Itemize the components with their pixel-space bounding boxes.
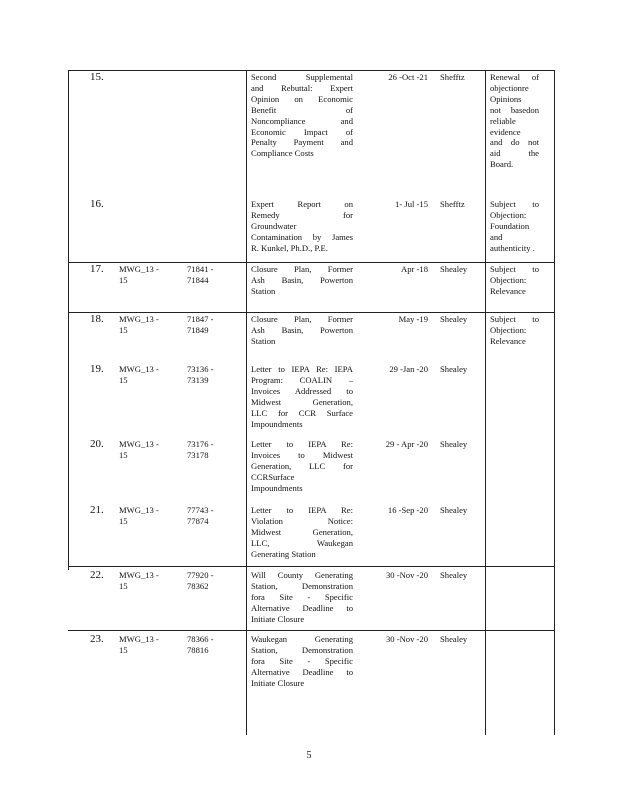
objection-line: Relevance <box>490 285 526 296</box>
row-number: 19. <box>90 363 104 375</box>
description-line: Noncompliance and <box>251 115 353 126</box>
document-prefix: MWG_13 - 15 <box>119 570 159 591</box>
description-line: Station, Demonstration <box>251 644 353 655</box>
bates-range-end: 77874 <box>187 515 209 526</box>
description-line: Alternative Deadline to <box>251 602 353 613</box>
document-prefix: MWG_13 - 15 <box>119 264 159 285</box>
bates-range-end: 73178 <box>187 449 209 460</box>
table-right-border <box>554 70 555 735</box>
objection-left-border <box>485 70 486 735</box>
document-date: 1- Jul -15 <box>395 199 428 209</box>
description-line: Midwest Generation, <box>251 396 353 407</box>
table-left-border <box>68 70 69 570</box>
description-line: LLC, Waukegan <box>251 537 353 548</box>
bates-range-end: 78362 <box>187 580 209 591</box>
description-line: Ash Basin, Powerton <box>251 324 353 335</box>
witness-name: Shefftz <box>440 72 465 82</box>
description-line: Program: COALIN – <box>251 374 353 385</box>
description-line: Remedy for <box>251 209 353 220</box>
description-line: Letter to IEPA Re: IEPA <box>251 364 353 374</box>
description-line: Penalty Payment and <box>251 137 353 148</box>
description-line: Waukegan Generating <box>251 634 353 644</box>
witness-name: Shealey <box>440 505 468 515</box>
page-number: 5 <box>306 750 312 761</box>
objection-line: Foundation <box>490 220 530 231</box>
description-line: Economic Impact of <box>251 126 353 137</box>
description-line: R. Kunkel, Ph.D., P.E. <box>251 242 328 253</box>
description-line: Impoundments <box>251 418 303 429</box>
witness-name: Shefftz <box>440 199 465 209</box>
objection-line: evidence <box>490 126 521 137</box>
objection-line: aid the <box>490 148 539 159</box>
description-line: Opinion on Economic <box>251 93 353 104</box>
document-prefix: MWG_13 - 15 <box>119 505 159 526</box>
bates-range-start: 77743 - <box>187 505 214 515</box>
objection-line: objectionre <box>490 82 529 93</box>
description-line: Contamination by James <box>251 231 353 242</box>
row-number: 16. <box>90 198 104 210</box>
description-line: Second Supplemental <box>251 72 353 82</box>
bates-range-end: 78816 <box>187 644 209 655</box>
description-line: fora Site - Specific <box>251 655 353 666</box>
document-prefix: MWG_13 - 15 <box>119 364 159 385</box>
row-number: 15. <box>90 71 104 83</box>
bates-range-end: 73139 <box>187 374 209 385</box>
witness-name: Shealey <box>440 264 468 274</box>
document-date: 29 - Apr -20 <box>385 439 428 449</box>
objection-line: Objection: <box>490 209 527 220</box>
description-line: Expert Report on <box>251 199 353 209</box>
row-rule <box>68 630 555 631</box>
bates-range-start: 71847 - <box>187 314 214 324</box>
document-date: Apr -18 <box>401 264 428 274</box>
description-line: Invoices to Midwest <box>251 449 353 460</box>
description-line: Generation, LLC for <box>251 460 353 471</box>
description-line: Initiate Closure <box>251 677 305 688</box>
row-number: 20. <box>90 438 104 450</box>
description-line: Closure Plan, Former <box>251 314 353 324</box>
bates-range-start: 78366 - <box>187 634 214 644</box>
row-number: 17. <box>90 263 104 275</box>
description-line: Compliance Costs <box>251 148 314 159</box>
witness-name: Shealey <box>440 439 468 449</box>
description-line: Letter to IEPA Re: <box>251 505 353 515</box>
bates-range-start: 73176 - <box>187 439 214 449</box>
objection-line: Opinions <box>490 93 522 104</box>
description-line: Station, Demonstration <box>251 580 353 591</box>
bates-range-start: 77920 - <box>187 570 214 580</box>
witness-name: Shealey <box>440 634 468 644</box>
row-rule <box>68 262 555 263</box>
description-line: Station <box>251 335 276 346</box>
description-line: CCRSurface <box>251 471 295 482</box>
objection-line: Subject to <box>490 264 539 274</box>
description-line: LLC for CCR Surface <box>251 407 353 418</box>
objection-line: and do not <box>490 137 539 148</box>
document-date: 29 -Jan -20 <box>389 364 428 374</box>
document-prefix: MWG_13 - 15 <box>119 314 159 335</box>
document-prefix: MWG_13 - 15 <box>119 439 159 460</box>
description-line: Closure Plan, Former <box>251 264 353 274</box>
row-rule <box>68 312 555 313</box>
description-line: Violation Notice: <box>251 515 353 526</box>
row-number: 22. <box>90 569 104 581</box>
description-line: Station <box>251 285 276 296</box>
objection-line: Objection: <box>490 274 527 285</box>
objection-line: Relevance <box>490 335 526 346</box>
table-top-rule <box>68 70 555 71</box>
description-line: Midwest Generation, <box>251 526 353 537</box>
document-date: 26 -Oct -21 <box>388 72 428 82</box>
description-left-border <box>246 70 247 735</box>
witness-name: Shealey <box>440 364 468 374</box>
description-line: Letter to IEPA Re: <box>251 439 353 449</box>
objection-line: Subject to <box>490 199 539 209</box>
description-line: Impoundments <box>251 482 303 493</box>
row-number: 23. <box>90 633 104 645</box>
description-line: fora Site - Specific <box>251 591 353 602</box>
objection-line: Renewal of <box>490 72 539 82</box>
bates-range-end: 71849 <box>187 324 209 335</box>
row-number: 18. <box>90 313 104 325</box>
objection-line: Objection: <box>490 324 527 335</box>
description-line: and Rebuttal: Expert <box>251 82 353 93</box>
bates-range-start: 71841 - <box>187 264 214 274</box>
description-line: Benefit of <box>251 104 353 115</box>
bates-range-end: 71844 <box>187 274 209 285</box>
row-rule <box>68 566 555 567</box>
witness-name: Shealey <box>440 314 468 324</box>
document-date: 16 -Sep -20 <box>387 505 428 515</box>
description-line: Groundwater <box>251 220 297 231</box>
objection-line: and <box>490 231 503 242</box>
description-line: Invoices Addressed to <box>251 385 353 396</box>
document-date: May -19 <box>398 314 428 324</box>
bates-range-start: 73136 - <box>187 364 214 374</box>
document-date: 30 -Nov -20 <box>385 570 428 580</box>
objection-line: not basedon <box>490 104 539 115</box>
objection-line: authenticity . <box>490 242 535 253</box>
objection-line: Subject to <box>490 314 539 324</box>
document-date: 30 -Nov -20 <box>385 634 428 644</box>
document-prefix: MWG_13 - 15 <box>119 634 159 655</box>
description-line: Alternative Deadline to <box>251 666 353 677</box>
description-line: Generating Station <box>251 548 316 559</box>
description-line: Will County Generating <box>251 570 353 580</box>
description-line: Ash Basin, Powerton <box>251 274 353 285</box>
objection-line: reliable <box>490 115 516 126</box>
objection-line: Board. <box>490 159 514 170</box>
witness-name: Shealey <box>440 570 468 580</box>
description-line: Initiate Closure <box>251 613 305 624</box>
row-number: 21. <box>90 504 104 516</box>
